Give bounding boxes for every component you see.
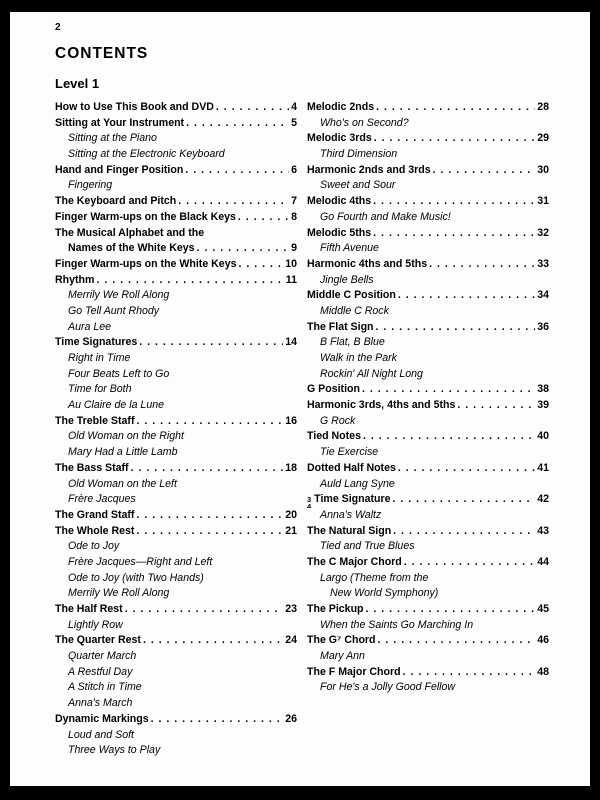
entry-page-number: 41 [537, 461, 549, 474]
toc-chapter-row [55, 194, 297, 210]
entry-page-number: 24 [285, 634, 297, 647]
entry-title: New World Symphony) [330, 587, 439, 600]
toc-chapter-row [55, 335, 297, 351]
toc-chapter-row [307, 131, 549, 147]
entry-title: Lightly Row [68, 618, 123, 631]
entry-title: Dynamic Markings [55, 712, 149, 725]
entry-title: Tied Notes [307, 430, 361, 443]
dot-leader [186, 116, 289, 132]
dot-leader [139, 335, 283, 351]
entry-title: Harmonic 4ths and 5ths [307, 257, 428, 270]
entry-title: Right in Time [68, 352, 131, 364]
toc-song-row [307, 335, 549, 351]
entry-title: Ode to Joy [68, 540, 120, 553]
entry-page-number: 46 [537, 634, 549, 647]
toc-song-row [55, 477, 297, 493]
toc-song-row [307, 367, 549, 383]
toc-song-row [55, 680, 297, 696]
dot-leader [403, 665, 536, 681]
entry-title: A Restful Day [68, 665, 133, 678]
entry-page-number: 20 [285, 508, 297, 521]
entry-page-number: 5 [291, 116, 297, 129]
dot-leader [393, 524, 535, 540]
entry-title: For He's a Jolly Good Fellow [320, 681, 456, 694]
toc-song-row [307, 210, 549, 226]
entry-title: The Treble Staff [55, 414, 135, 427]
entry-title: G Position [307, 383, 360, 396]
entry-title: Old Woman on the Right [68, 430, 184, 443]
entry-title: The Keyboard and Pitch [55, 195, 177, 208]
toc-chapter-row [307, 382, 549, 398]
dot-leader [143, 633, 283, 649]
toc-chapter-row [307, 524, 549, 540]
entry-title: The Natural Sign [307, 524, 392, 537]
dot-leader [136, 508, 283, 524]
toc-song-row [55, 618, 297, 634]
entry-page-number: 40 [537, 430, 549, 443]
entry-title: B Flat, B Blue [320, 336, 385, 349]
entry-title: Finger Warm-ups on the White Keys [55, 257, 237, 270]
entry-title: Harmonic 3rds, 4ths and 5ths [307, 399, 456, 412]
entry-page-number: 43 [537, 524, 549, 537]
entry-page-number: 33 [537, 257, 549, 270]
entry-title: Who's on Second? [320, 116, 409, 129]
toc-song-row [55, 728, 297, 744]
entry-page-number: 42 [537, 493, 549, 506]
toc-chapter-row [307, 163, 549, 179]
entry-title: Auld Lang Syne [320, 477, 395, 490]
entry-title: The Musical Alphabet and the [55, 226, 205, 239]
toc-columns [55, 100, 549, 759]
toc-chapter-row [55, 241, 297, 257]
entry-title: Four Beats Left to Go [68, 367, 170, 380]
entry-title: Quarter March [68, 650, 137, 663]
entry-title: Merrily We Roll Along [68, 289, 170, 302]
entry-title: A Stitch in Time [68, 681, 142, 694]
entry-page-number: 28 [537, 101, 549, 113]
entry-title: Middle C Position [307, 289, 396, 302]
toc-song-row [307, 477, 549, 493]
entry-page-number: 29 [537, 132, 549, 145]
entry-title: Ode to Joy (with Two Hands) [68, 571, 204, 584]
time-signature-digit: 4 [307, 501, 312, 508]
toc-chapter-row [307, 633, 549, 649]
entry-page-number: 11 [285, 273, 297, 286]
entry-page-number: 44 [537, 555, 549, 568]
entry-title: The Grand Staff [55, 508, 135, 521]
entry-title: Fifth Avenue [320, 242, 379, 255]
toc-chapter-row [307, 398, 549, 414]
entry-page-number: 39 [537, 399, 549, 412]
entry-title: The F Major Chord [307, 665, 401, 678]
toc-chapter-row [55, 100, 297, 116]
entry-title: Old Woman on the Left [68, 477, 177, 490]
entry-title: Mary Had a Little Lamb [68, 446, 178, 459]
toc-chapter-row [55, 414, 297, 430]
toc-chapter-row [55, 116, 297, 132]
entry-title: Melodic 5ths [307, 226, 372, 239]
entry-title: Sitting at the Piano [68, 132, 157, 145]
entry-title: Anna's March [68, 697, 133, 710]
entry-title: Au Claire de la Lune [68, 399, 164, 412]
toc-song-row [55, 571, 297, 587]
toc-chapter-row [307, 257, 549, 273]
entry-title: Three Ways to Play [68, 744, 161, 757]
entry-page-number: 21 [285, 524, 297, 537]
toc-chapter-row [307, 665, 549, 681]
toc-song-row [307, 680, 549, 696]
toc-chapter-row [55, 273, 297, 289]
dot-leader [185, 163, 289, 179]
entry-page-number: 38 [537, 383, 549, 396]
toc-chapter-row [55, 461, 297, 477]
toc-song-row [307, 304, 549, 320]
entry-title: The Quarter Rest [55, 634, 141, 647]
entry-title: Aura Lee [68, 320, 111, 333]
entry-title: Tie Exercise [320, 446, 379, 459]
entry-title: Largo (Theme from the [320, 571, 429, 584]
entry-title: When the Saints Go Marching In [320, 618, 474, 631]
toc-song-row [55, 429, 297, 445]
toc-song-row [55, 445, 297, 461]
dot-leader [363, 429, 535, 445]
toc-column-right [307, 100, 549, 759]
toc-song-row [307, 508, 549, 524]
entry-title: The Flat Sign [307, 320, 374, 333]
toc-song-row [55, 320, 297, 336]
entry-title: Harmonic 2nds and 3rds [307, 163, 431, 176]
dot-leader [136, 524, 283, 540]
dot-leader [376, 100, 535, 116]
entry-page-number: 18 [285, 461, 297, 474]
toc-chapter-row [55, 226, 297, 242]
entry-page-number: 34 [537, 289, 549, 302]
toc-song-row [307, 539, 549, 555]
toc-song-row [55, 555, 297, 571]
toc-song-row [55, 351, 297, 367]
time-signature-digit: 3 [307, 495, 312, 505]
entry-title: Names of the White Keys [68, 242, 195, 255]
toc-song-row [307, 178, 549, 194]
dot-leader [398, 288, 535, 304]
dot-leader [131, 461, 284, 477]
entry-title: Go Fourth and Make Music! [320, 210, 451, 223]
entry-page-number: 31 [537, 195, 549, 208]
toc-song-row [55, 367, 297, 383]
toc-column-left [55, 100, 297, 759]
toc-chapter-row [55, 524, 297, 540]
entry-page-number: 7 [291, 195, 297, 208]
toc-chapter-row [55, 163, 297, 179]
dot-leader [216, 100, 289, 116]
toc-song-row [55, 539, 297, 555]
toc-song-row [55, 743, 297, 759]
level-heading: Level 1 [55, 76, 100, 91]
entry-page-number: 14 [285, 336, 297, 349]
dot-leader [362, 382, 535, 398]
dot-leader [366, 602, 536, 618]
entry-title: G Rock [320, 414, 356, 427]
entry-title: Tied and True Blues [320, 540, 415, 553]
dot-leader [178, 194, 289, 210]
dot-leader [457, 398, 535, 414]
entry-page-number: 26 [285, 712, 297, 725]
entry-title: Loud and Soft [68, 728, 134, 741]
entry-title: Time Signatures [55, 336, 138, 349]
entry-title: Middle C Rock [320, 304, 389, 317]
toc-song-row [55, 382, 297, 398]
dot-leader [151, 712, 284, 728]
entry-page-number: 36 [537, 320, 549, 333]
entry-title: The Bass Staff [55, 461, 129, 474]
entry-title: Sweet and Sour [320, 179, 396, 192]
entry-title: The Pickup [307, 603, 364, 615]
dot-leader [374, 131, 535, 147]
toc-song-row [307, 571, 549, 587]
entry-title: Frère Jacques [68, 493, 136, 506]
page-number: 2 [55, 22, 61, 33]
toc-chapter-row [55, 712, 297, 728]
entry-title: Melodic 4ths [307, 195, 372, 208]
entry-title: Finger Warm-ups on the Black Keys [55, 210, 236, 223]
toc-chapter-row [307, 555, 549, 571]
entry-title: Rhythm [55, 273, 95, 286]
toc-song-row [55, 304, 297, 320]
entry-title: Anna's Waltz [320, 508, 382, 521]
dot-leader [96, 273, 283, 289]
toc-chapter-row [307, 602, 549, 618]
dot-leader [429, 257, 535, 273]
dot-leader [136, 414, 283, 430]
toc-song-row [55, 586, 297, 602]
dot-leader [197, 241, 290, 257]
toc-song-row [55, 665, 297, 681]
toc-song-row [55, 398, 297, 414]
entry-title: Mary Ann [320, 650, 365, 663]
dot-leader [404, 555, 535, 571]
entry-title: The Half Rest [55, 603, 123, 615]
entry-page-number: 45 [537, 603, 549, 615]
toc-chapter-row [55, 508, 297, 524]
toc-chapter-row [55, 633, 297, 649]
toc-chapter-row [55, 210, 297, 226]
toc-chapter-row [307, 226, 549, 242]
entry-page-number: 6 [291, 163, 297, 176]
toc-chapter-row [55, 602, 297, 618]
entry-page-number: 23 [285, 603, 297, 615]
dot-leader [433, 163, 536, 179]
entry-page-number: 48 [537, 665, 549, 678]
toc-page [10, 12, 590, 786]
dot-leader [376, 320, 536, 336]
toc-song-row [307, 241, 549, 257]
entry-title: Melodic 3rds [307, 132, 372, 145]
dot-leader [238, 210, 289, 226]
entry-page-number: 16 [285, 414, 297, 427]
toc-chapter-row [307, 429, 549, 445]
toc-song-row [307, 445, 549, 461]
toc-chapter-row [55, 257, 297, 273]
entry-page-number: 9 [291, 242, 297, 255]
entry-title: Frère Jacques—Right and Left [68, 555, 213, 568]
entry-title: Rockin' All Night Long [320, 367, 423, 380]
entry-title: Walk in the Park [320, 352, 397, 364]
entry-page-number: 30 [537, 163, 549, 176]
toc-song-row [307, 586, 549, 602]
entry-page-number: 4 [291, 101, 297, 113]
entry-title: Hand and Finger Position [55, 163, 184, 176]
toc-song-row [307, 273, 549, 289]
entry-title: Third Dimension [320, 148, 398, 161]
entry-title: How to Use This Book and DVD [55, 101, 214, 113]
entry-page-number: 32 [537, 226, 549, 239]
entry-title: Fingering [68, 179, 113, 192]
entry-title: Go Tell Aunt Rhody [68, 304, 160, 317]
dot-leader [373, 226, 535, 242]
toc-chapter-row [307, 288, 549, 304]
entry-title: Time for Both [68, 383, 132, 396]
toc-song-row [55, 649, 297, 665]
toc-chapter-row [307, 492, 549, 508]
toc-song-row [55, 288, 297, 304]
entry-title: Merrily We Roll Along [68, 587, 170, 600]
dot-leader [393, 492, 536, 508]
contents-title: CONTENTS [55, 45, 149, 62]
toc-chapter-row [307, 194, 549, 210]
entry-title: Sitting at the Electronic Keyboard [68, 148, 225, 161]
entry-title: The C Major Chord [307, 555, 402, 568]
dot-leader [238, 257, 283, 273]
toc-song-row [307, 649, 549, 665]
toc-song-row [307, 116, 549, 132]
toc-chapter-row [307, 461, 549, 477]
toc-song-row [55, 696, 297, 712]
entry-title: The Whole Rest [55, 524, 135, 537]
toc-song-row [307, 351, 549, 367]
entry-page-number: 8 [291, 210, 297, 223]
toc-song-row [55, 492, 297, 508]
entry-title: The G⁷ Chord [307, 634, 376, 647]
toc-song-row [307, 147, 549, 163]
dot-leader [398, 461, 535, 477]
toc-song-row [307, 414, 549, 430]
toc-song-row [55, 131, 297, 147]
entry-title: Time Signature [314, 493, 391, 506]
toc-chapter-row [307, 100, 549, 116]
toc-song-row [307, 618, 549, 634]
entry-title: Melodic 2nds [307, 101, 375, 113]
toc-song-row [55, 147, 297, 163]
toc-song-row [55, 178, 297, 194]
dot-leader [125, 602, 284, 618]
dot-leader [378, 633, 536, 649]
dot-leader [373, 194, 535, 210]
entry-title: Dotted Half Notes [307, 461, 396, 474]
time-signature-glyph [307, 497, 311, 508]
entry-title: Sitting at Your Instrument [55, 116, 185, 129]
toc-chapter-row [307, 320, 549, 336]
entry-page-number: 10 [285, 257, 297, 270]
entry-title: Jingle Bells [320, 273, 374, 286]
